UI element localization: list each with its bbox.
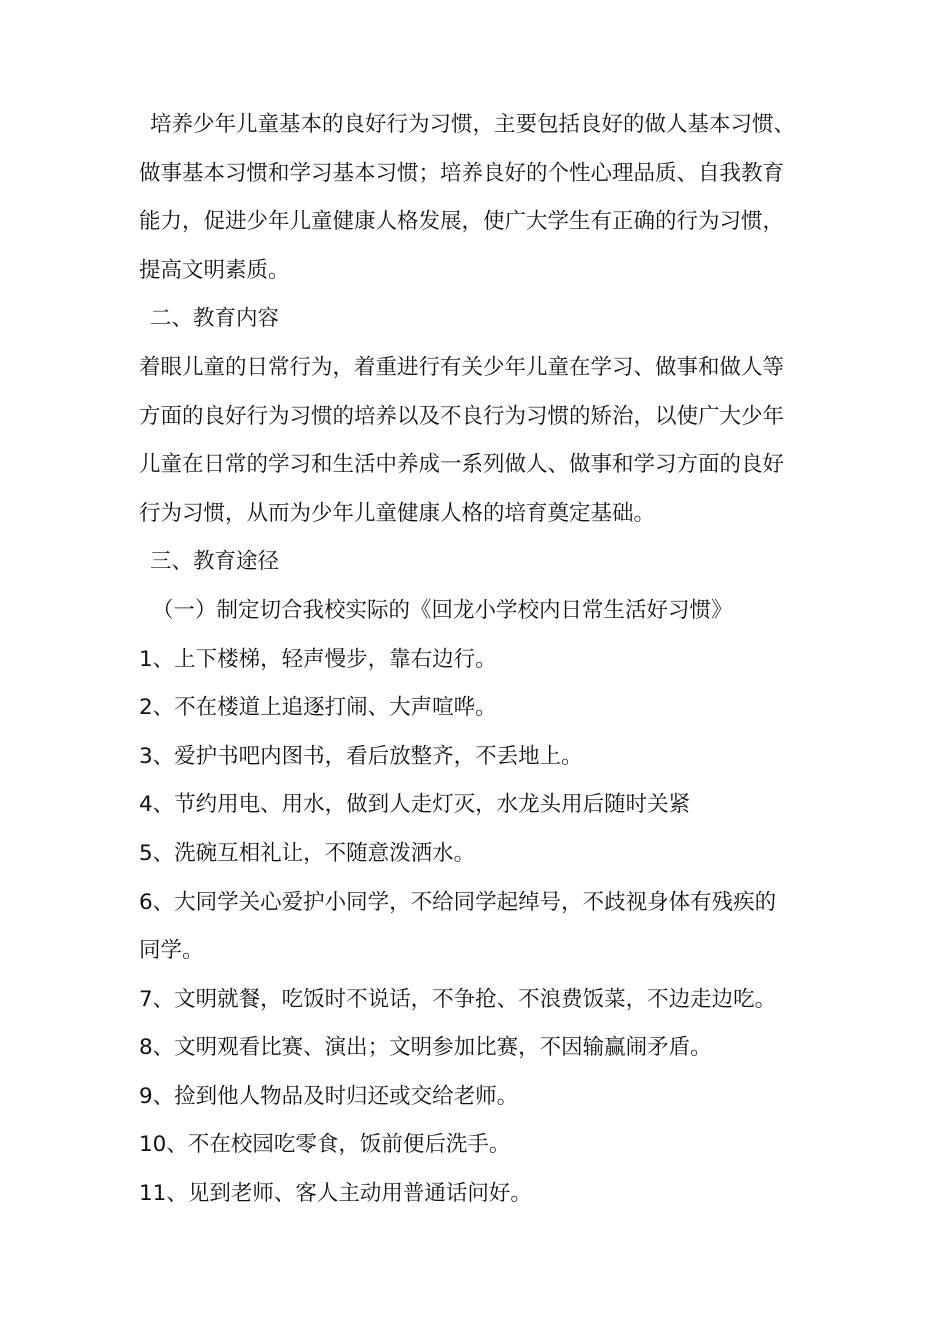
- intro-line-2: 做事基本习惯和学习基本习惯；培养良好的个性心理品质、自我教育: [139, 160, 785, 186]
- section-2-heading: 二、教育内容: [150, 306, 280, 332]
- rule-item-9: 9、捡到他人物品及时归还或交给老师。: [139, 1083, 519, 1109]
- document-body: [139, 101, 819, 1219]
- intro-line-3: 能力，促进少年儿童健康人格发展，使广大学生有正确的行为习惯，: [139, 209, 785, 235]
- intro-line-4: 提高文明素质。: [139, 257, 290, 283]
- rule-item-10: 10、不在校园吃零食，饭前便后洗手。: [139, 1132, 511, 1158]
- rule-item-11: 11、见到老师、客人主动用普通话问好。: [139, 1181, 532, 1207]
- rule-item-4: 4、节约用电、用水，做到人走灯灭，水龙头用后随时关紧: [139, 792, 691, 818]
- section-2-line-4: 行为习惯，从而为少年儿童健康人格的培育奠定基础。: [139, 500, 656, 526]
- section-3-heading: 三、教育途径: [150, 549, 280, 575]
- rule-item-3: 3、爱护书吧内图书，看后放整齐，不丢地上。: [139, 743, 583, 769]
- rule-item-1: 1、上下楼梯，轻声慢步，靠右边行。: [139, 646, 497, 672]
- rule-item-5: 5、洗碗互相礼让，不随意泼洒水。: [139, 840, 476, 866]
- rule-item-2: 2、不在楼道上追逐打闹、大声喧哗。: [139, 695, 497, 721]
- section-2-line-2: 方面的良好行为习惯的培养以及不良行为习惯的矫治，以使广大少年: [139, 403, 785, 429]
- section-2-line-1: 着眼儿童的日常行为，着重进行有关少年儿童在学习、做事和做人等: [139, 354, 785, 380]
- rule-item-6: 6、大同学关心爱护小同学，不给同学起绰号，不歧视身体有残疾的: [139, 889, 777, 915]
- rule-item-8: 8、文明观看比赛、演出；文明参加比赛，不因输赢闹矛盾。: [139, 1035, 712, 1061]
- subsection-1-heading: （一）制定切合我校实际的《回龙小学校内日常生活好习惯》: [152, 597, 733, 623]
- intro-line-1: 培养少年儿童基本的良好行为习惯，主要包括良好的做人基本习惯、: [150, 112, 796, 137]
- rule-item-7: 7、文明就餐，吃饭时不说话，不争抢、不浪费饭菜，不边走边吃。: [139, 986, 777, 1012]
- section-2-line-3: 儿童在日常的学习和生活中养成一系列做人、做事和学习方面的良好: [139, 452, 785, 478]
- rule-item-6-continued: 同学。: [139, 938, 204, 964]
